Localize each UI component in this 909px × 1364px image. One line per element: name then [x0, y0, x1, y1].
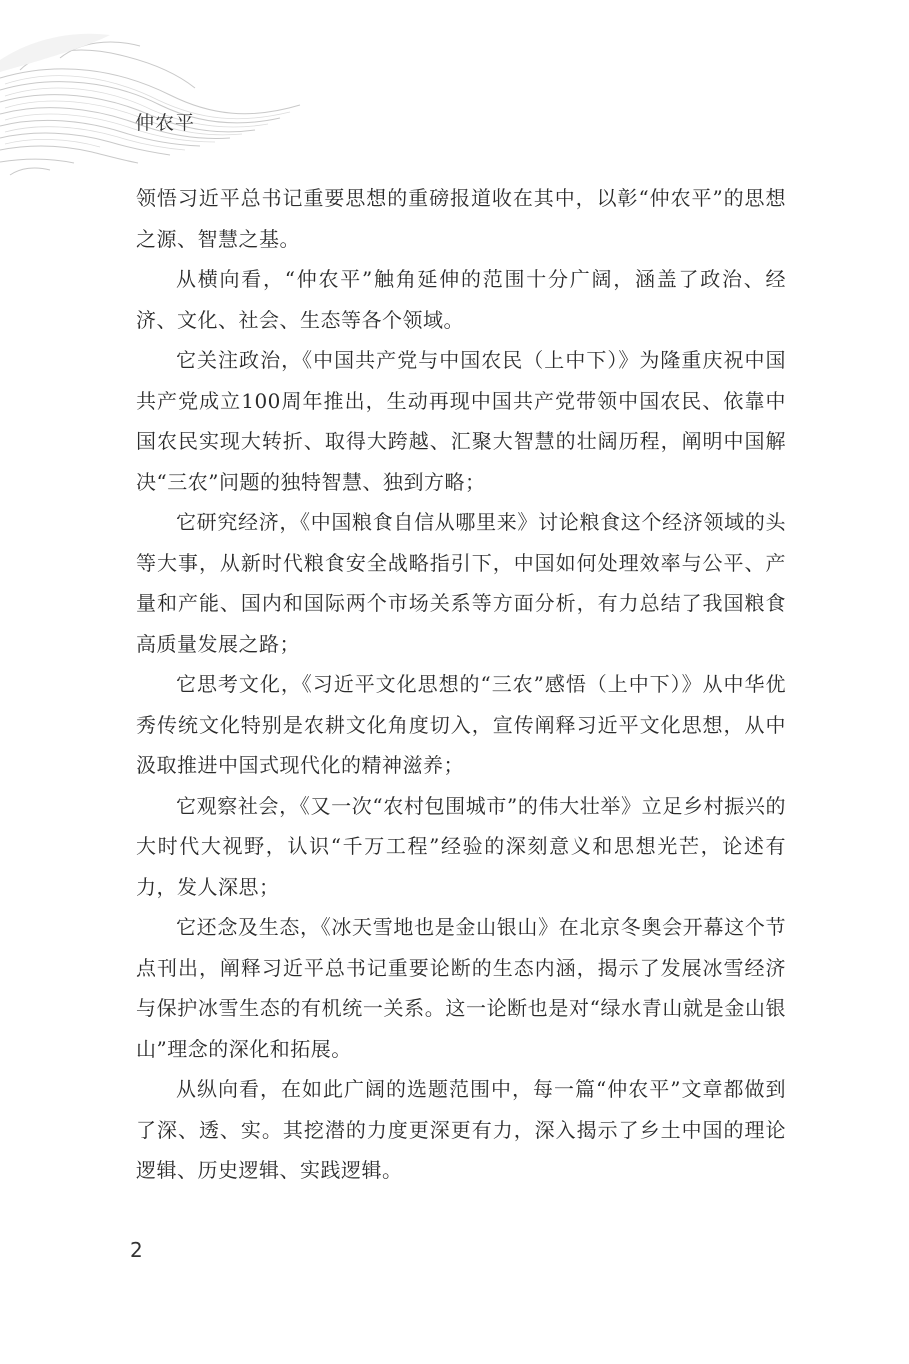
paragraph: 领悟习近平总书记重要思想的重磅报道收在其中，以彰“仲农平”的思想之源、智慧之基。	[136, 186, 786, 251]
paragraph: 从横向看，“仲农平”触角延伸的范围十分广阔，涵盖了政治、经济、文化、社会、生态等各个领域。	[136, 267, 786, 332]
page-number: 2	[130, 1238, 143, 1262]
running-head: 仲农平	[135, 112, 196, 134]
paragraph: 从纵向看，在如此广阔的选题范围中，每一篇“仲农平”文章都做到了深、透、实。其挖潜的力度更深更有力，深入揭示了乡土中国的理论逻辑、历史逻辑、实践逻辑。	[136, 1077, 786, 1182]
paragraph: 它关注政治，《中国共产党与中国农民（上中下）》为隆重庆祝中国共产党成立100周年推出，生动再现中国共产党带领中国农民、依靠中国农民实现大转折、取得大跨越、汇聚大智慧的壮阔历程，阐明中国解决“三农”问题的独特智慧、独到方略；	[136, 348, 786, 494]
paragraph: 它思考文化，《习近平文化思想的“三农”感悟（上中下）》从中华优秀传统文化特别是农耕文化角度切入，宣传阐释习近平文化思想，从中汲取推进中国式现代化的精神滋养；	[136, 672, 786, 777]
body-text	[136, 178, 786, 1191]
paragraph: 它观察社会，《又一次“农村包围城市”的伟大壮举》立足乡村振兴的大时代大视野，认识“千万工程”经验的深刻意义和思想光芒，论述有力，发人深思；	[136, 793, 786, 899]
paragraph: 它研究经济，《中国粮食自信从哪里来》讨论粮食这个经济领域的头等大事，从新时代粮食安全战略指引下，中国如何处理效率与公平、产量和产能、国内和国际两个市场关系等方面分析，有力总结了我国粮食高质量发展之路；	[136, 510, 786, 656]
paragraph: 它还念及生态，《冰天雪地也是金山银山》在北京冬奥会开幕这个节点刊出，阐释习近平总书记重要论断的生态内涵，揭示了发展冰雪经济与保护冰雪生态的有机统一关系。这一论断也是对“绿水青山就是金山银山”理念的深化和拓展。	[136, 915, 786, 1061]
terraced-fields-illustration	[0, 0, 340, 190]
